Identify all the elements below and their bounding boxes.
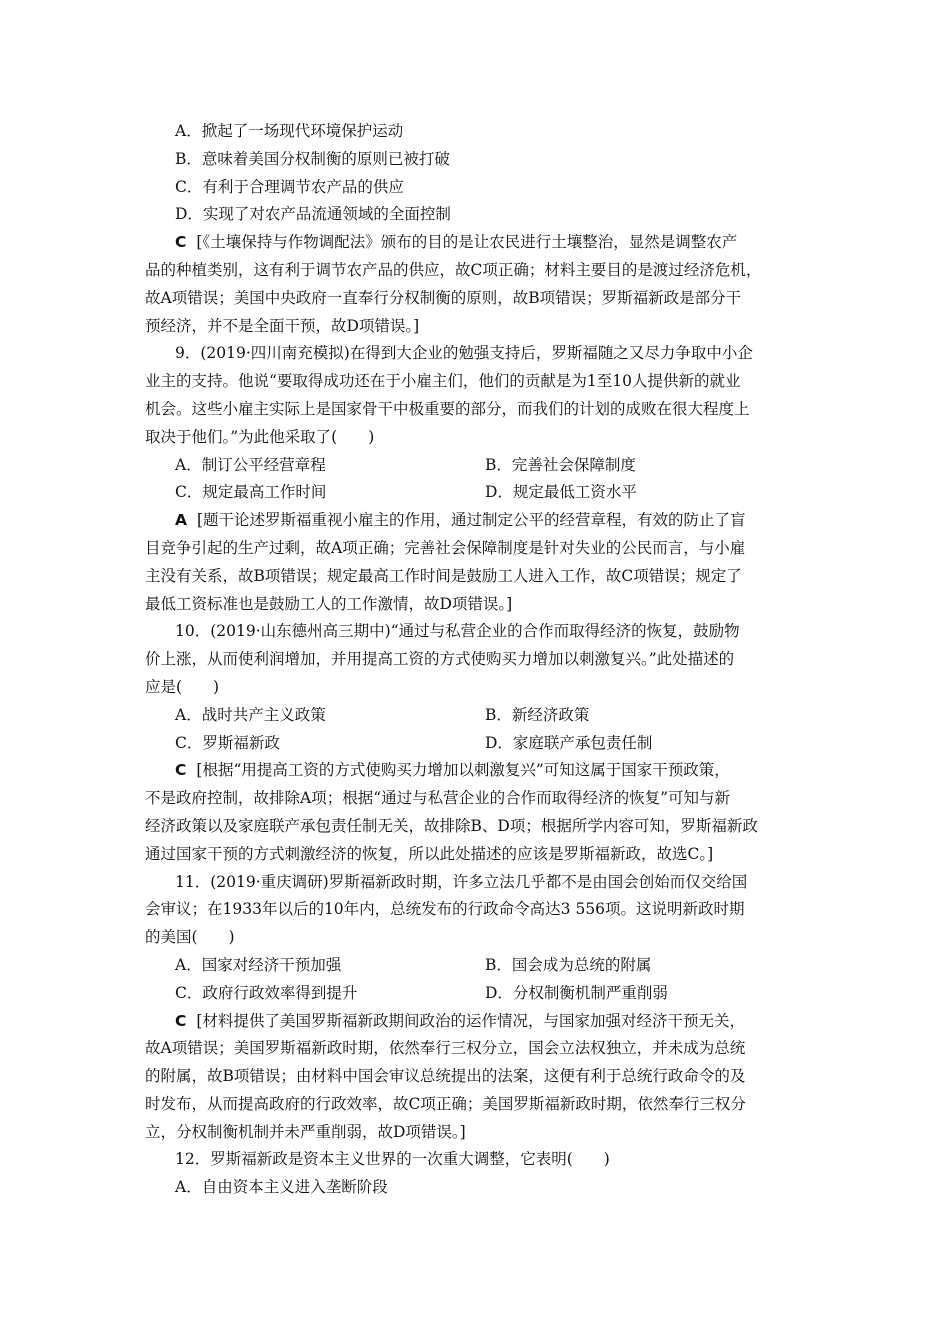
q9-stem-line-2: 业主的支持。他说“要取得成功还在于小雇主们，他们的贡献是为1至10人提供新的就业 [145,372,741,391]
q10-answer-line-2: 不是政府控制，故排除A项；根据“通过与私营企业的合作而取得经济的恢复”可知与新 [145,789,731,808]
q9-option-c: C．规定最高工作时间 [175,483,327,502]
q10-answer-line-3: 经济政策以及家庭联产承包责任制无关，故排除B、D项；根据所学内容可知，罗斯福新政 [145,816,758,835]
q9-stem-line-4: 取决于他们。”为此他采取了( ) [145,427,375,446]
q11-option-d: D．分权制衡机制严重削弱 [485,983,668,1002]
q11-stem-line-1: 11．(2019·重庆调研)罗斯福新政时期，许多立法几乎都不是由国会创始而仅交给国 [175,872,748,891]
q9-answer-line-4: 最低工资标准也是鼓励工人的工作激情，故D项错误。] [145,594,513,613]
q11-answer-line-3: 的附属，故B项错误；由材料中国会审议总统提出的法案，这便有利于总统行政命令的及 [145,1067,746,1086]
q8-option-b: B．意味着美国分权制衡的原则已被打破 [175,149,450,168]
q11-options-row-2 [145,980,810,1008]
q11-answer-letter: C [175,1011,187,1030]
q10-stem-line-1: 10．(2019·山东德州高三期中)“通过与私营企业的合作而取得经济的恢复，鼓励物 [175,622,740,641]
q10-answer-letter: C [175,761,187,780]
q9-stem-line-3: 机会。这些小雇主实际上是国家骨干中极重要的部分，而我们的计划的成败在很大程度上 [145,399,750,418]
q11-answer-line-5: 立，分权制衡机制并未严重削弱，故D项错误。] [145,1122,466,1141]
q10-option-a: A．战时共产主义政策 [175,705,326,724]
q10-options-row-1 [145,702,810,730]
q9-option-b: B．完善社会保障制度 [485,455,636,474]
q9-stem-line-1: 9．(2019·四川南充模拟)在得到大企业的勉强支持后，罗斯福随之又尽力争取中小企 [175,344,753,363]
q11-option-c: C．政府行政效率得到提升 [175,983,358,1002]
q8-option-a: A．掀起了一场现代环境保护运动 [175,122,404,140]
q8-answer-line-1 [145,229,810,257]
q9-options-row-2 [145,479,810,507]
q10-stem-line-3: 应是( ) [145,677,220,696]
q9-answer-text-1: [题干论述罗斯福重视小雇主的作用，通过制定公平的经营章程，有效的防止了盲 [197,511,746,530]
q11-answer-text-1: [材料提供了美国罗斯福新政期间政治的运作情况，与国家加强对经济干预无关， [196,1011,745,1030]
q9-answer-line-1 [145,507,810,535]
q8-option-c: C．有利于合理调节农产品的供应 [175,177,404,196]
q8-option-d: D．实现了对农产品流通领域的全面控制 [175,205,451,224]
q9-answer-line-3: 主没有关系，故B项错误；规定最高工作时间是鼓励工人进入工作，故C项错误；规定了 [145,566,742,585]
q10-options-row-2 [145,730,810,758]
q10-answer-text-1: [根据“用提高工资的方式使购买力增加以刺激复兴”可知这属于国家干预政策， [196,761,730,780]
q11-answer-line-2: 故A项错误；美国罗斯福新政时期，依然奉行三权分立，国会立法权独立，并未成为总统 [145,1039,746,1058]
q11-answer-line-4: 时发布，从而提高政府的行政效率，故C项正确；美国罗斯福新政时期，依然奉行三权分 [145,1094,746,1113]
q10-option-b: B．新经济政策 [485,705,590,724]
q9-answer-line-2: 目竞争引起的生产过剩，故A项正确；完善社会保障制度是针对失业的公民而言，与小雇 [145,538,746,557]
q10-answer-line-4: 通过国家干预的方式刺激经济的恢复，所以此处描述的应该是罗斯福新政，故选C。] [145,844,714,863]
q8-answer-text-1: [《土壤保持与作物调配法》颁布的目的是让农民进行土壤整治，显然是调整农产 [196,233,738,252]
q11-options-row-1 [145,952,810,980]
q10-stem-line-2: 价上涨，从而使利润增加，并用提高工资的方式使购买力增加以刺激复兴。”此处描述的 [145,650,735,669]
q12-stem: 12．罗斯福新政是资本主义世界的一次重大调整，它表明( ) [175,1150,610,1169]
q11-stem-line-2: 会审议；在1933年以后的10年内，总统发布的行政命令高达3 556项。这说明新政时期 [145,900,745,919]
q11-answer-line-1 [145,1008,810,1036]
q10-answer-line-1 [145,757,810,785]
q8-answer-line-3: 故A项错误；美国中央政府一直奉行分权制衡的原则，故B项错误；罗斯福新政是部分干 [145,288,742,307]
q11-stem-line-3: 的美国( ) [145,928,235,947]
q9-options-row-1 [145,452,810,480]
q8-answer-line-4: 预经济，并不是全面干预，故D项错误。] [145,316,420,335]
q9-option-d: D．规定最低工资水平 [485,483,637,502]
q10-option-d: D．家庭联产承包责任制 [485,733,653,752]
q8-answer-line-2: 品的种植类别，这有利于调节农产品的供应，故C项正确；材料主要目的是渡过经济危机， [145,260,762,279]
q9-option-a: A．制订公平经营章程 [175,455,326,474]
q11-option-b: B．国会成为总统的附属 [485,955,652,974]
q9-answer-letter: A [175,511,187,530]
document-page [145,118,810,1202]
q10-option-c: C．罗斯福新政 [175,733,280,752]
q8-answer-letter: C [175,233,187,252]
q12-option-a: A．自由资本主义进入垄断阶段 [175,1178,388,1197]
q11-option-a: A．国家对经济干预加强 [175,955,342,974]
